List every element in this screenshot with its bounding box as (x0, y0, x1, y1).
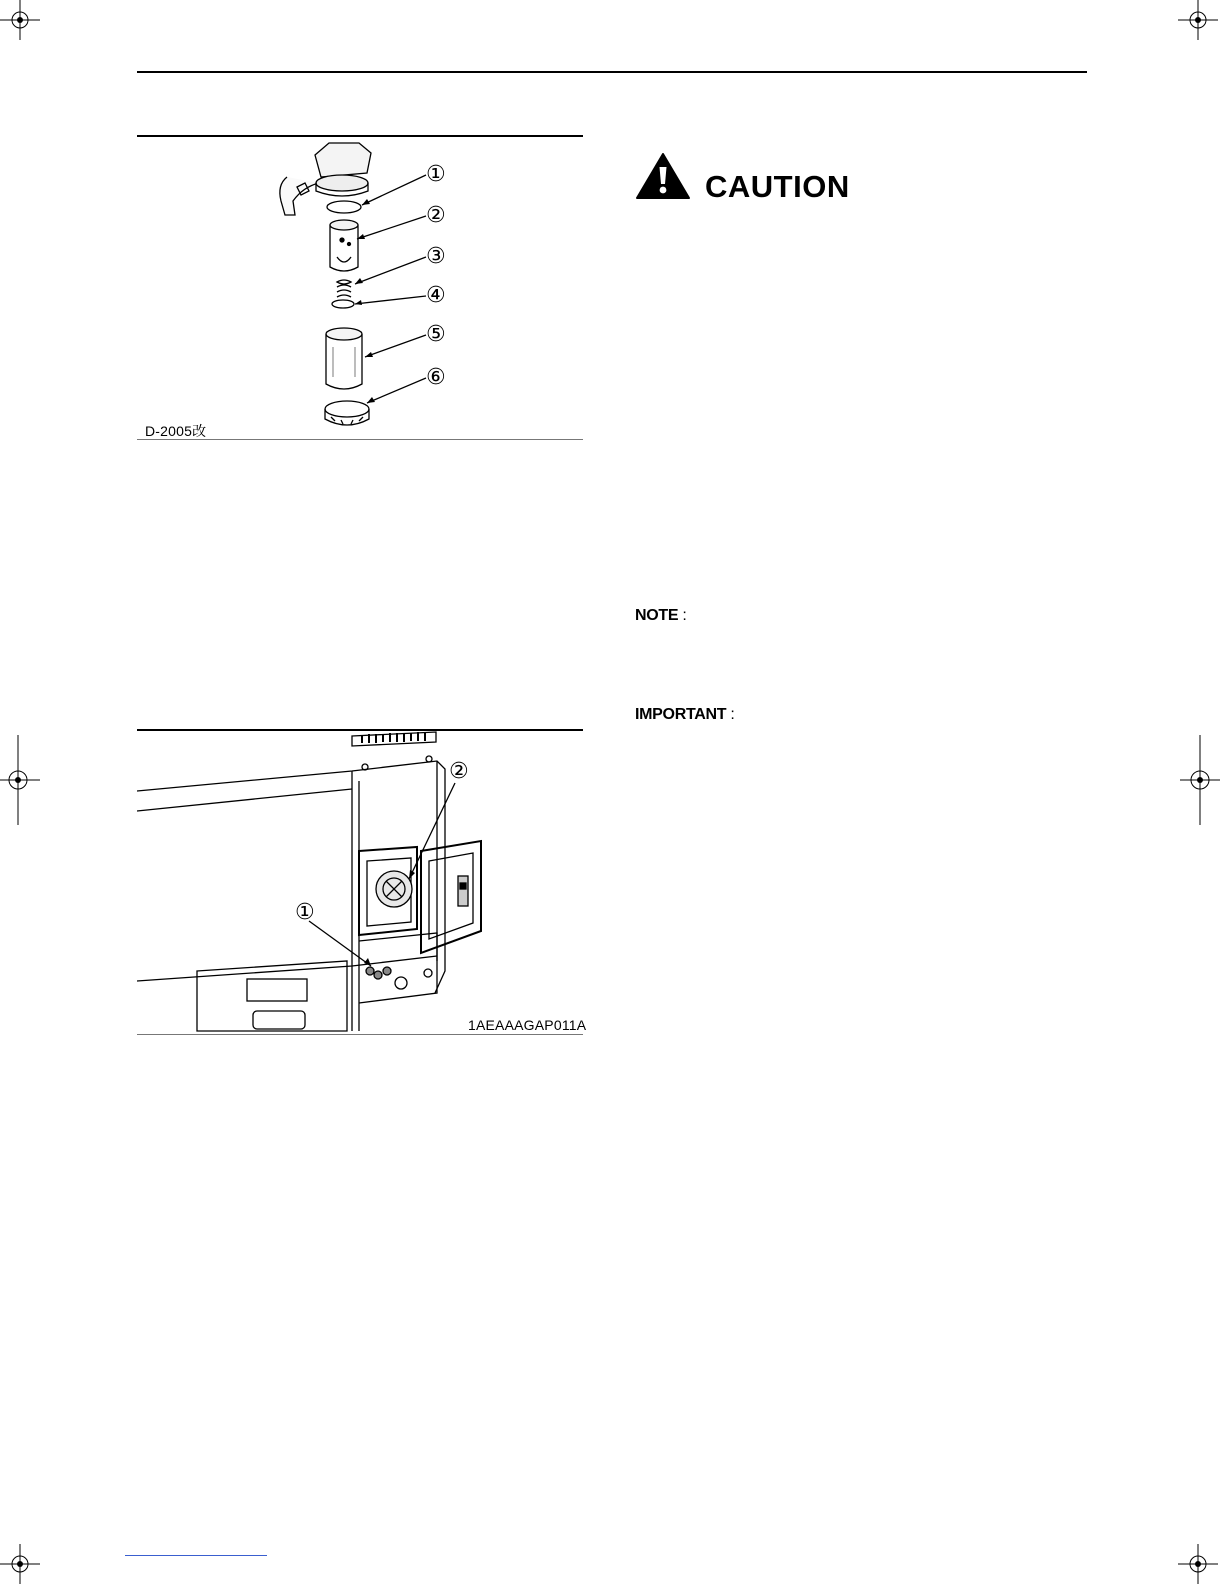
footer-link-underline (125, 1555, 267, 1556)
callout-1: ① (295, 899, 315, 924)
figure-fuel-filter (137, 135, 583, 440)
callout-3: ③ (426, 243, 446, 268)
fuel-filter-illustration (137, 137, 583, 439)
important-label: IMPORTANT (635, 706, 727, 723)
registration-mark-bottom-right-icon (1178, 1544, 1218, 1584)
callout-4: ④ (426, 282, 446, 307)
important-colon: : (726, 706, 735, 723)
figure-code: D-2005改 (145, 423, 207, 439)
registration-mark-top-left-icon (0, 0, 40, 40)
callout-5: ⑤ (426, 321, 446, 346)
caution-label: CAUTION (705, 169, 850, 204)
important-heading (635, 706, 735, 724)
warning-triangle-icon (635, 152, 691, 200)
registration-mark-top-right-icon (1178, 0, 1218, 40)
note-heading (635, 607, 687, 625)
registration-mark-mid-right-icon (1180, 735, 1220, 825)
figure-generator-panel (137, 729, 587, 1035)
generator-panel-illustration (137, 731, 583, 1034)
registration-mark-bottom-left-icon (0, 1544, 40, 1584)
callout-6: ⑥ (426, 364, 446, 389)
callout-1: ① (426, 161, 446, 186)
header-rule (137, 71, 1087, 73)
callout-2: ② (426, 202, 446, 227)
figure-code: 1AEAAAGAP011A (468, 1017, 587, 1033)
caution-heading (635, 152, 935, 212)
registration-mark-mid-left-icon (0, 735, 40, 825)
note-label: NOTE (635, 607, 679, 624)
callout-2: ② (449, 758, 469, 783)
note-colon: : (678, 607, 687, 624)
